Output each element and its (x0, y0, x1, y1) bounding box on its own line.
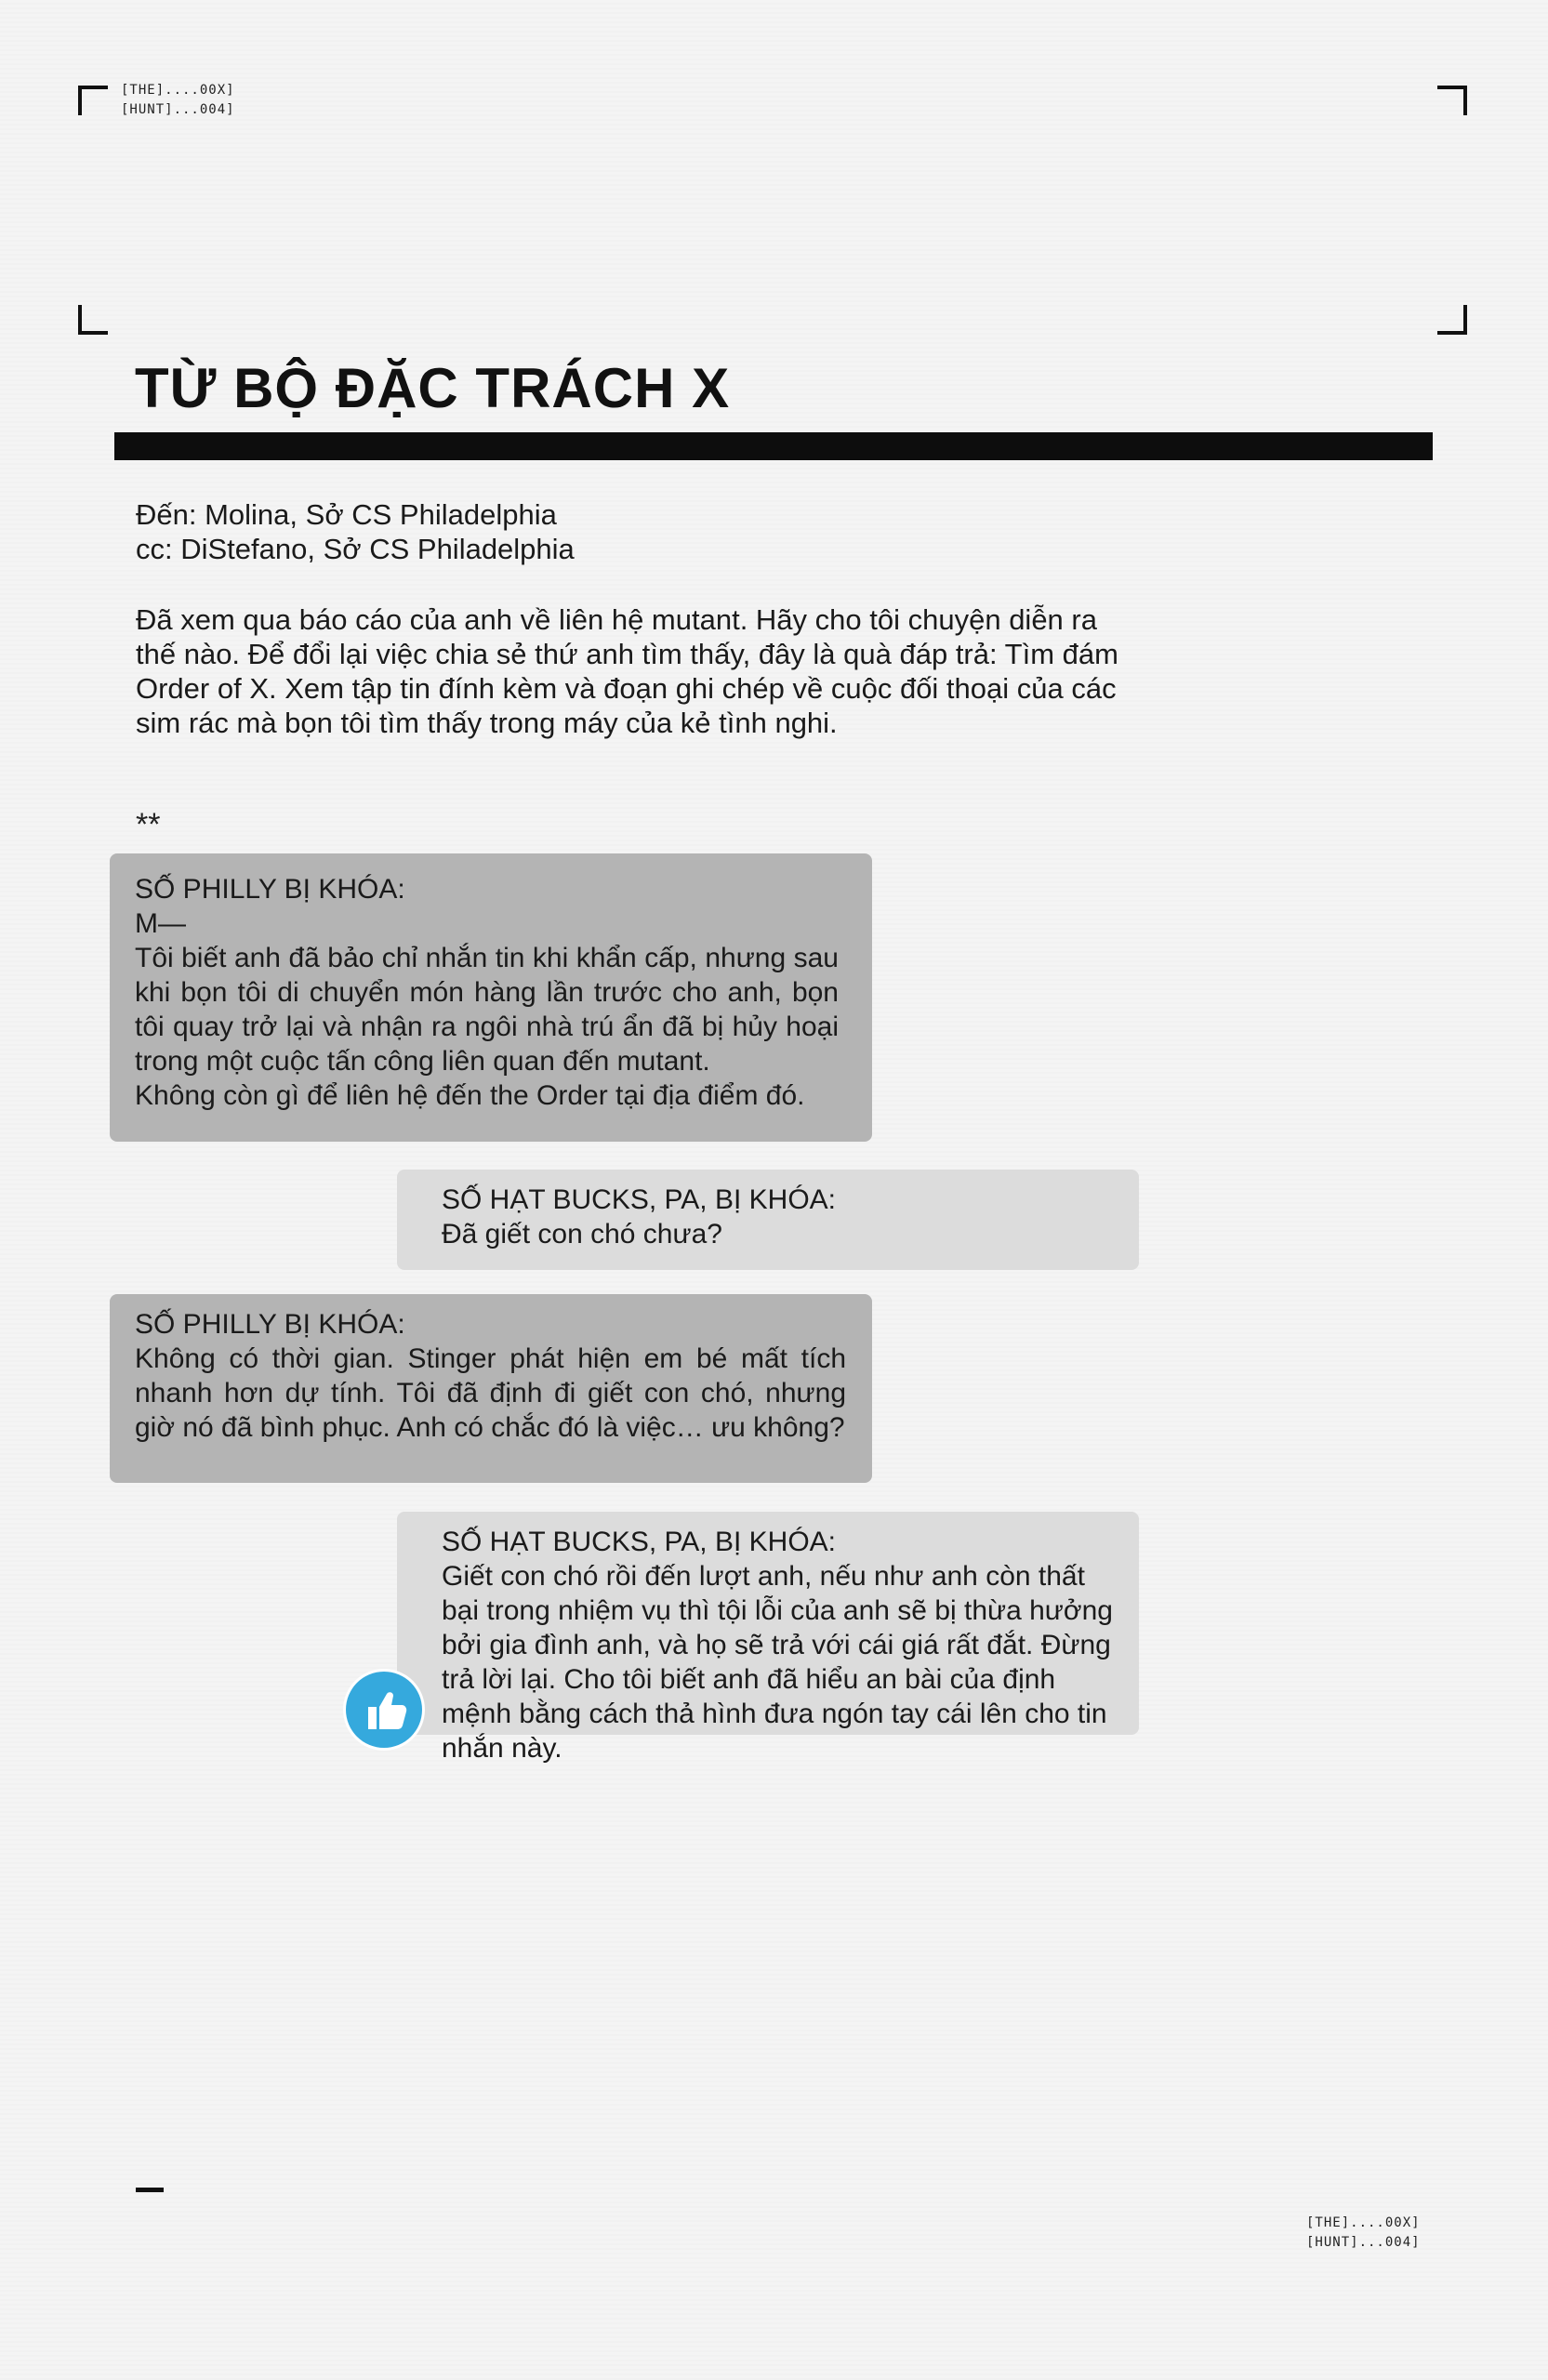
page-dash (136, 2188, 164, 2192)
corner-mark-top-right (1437, 86, 1467, 115)
message-bubble-incoming (110, 853, 872, 1142)
message-sender: SỐ HẠT BUCKS, PA, BỊ KHÓA: (442, 1184, 836, 1215)
memo-body: Đã xem qua báo cáo của anh về liên hệ mutant. Hãy cho tôi chuyện diễn ra thế nào. Để đổi lại việc chia sẻ thứ anh tìm thấy, đây là quà đáp trả: Tìm đám Order of X. Xem tập tin đính kèm và đoạn ghi chép về cuộc đối thoại của các sim rác mà bọn tôi tìm thấy trong máy của kẻ tình nghi. (136, 603, 1118, 739)
message-sender: SỐ PHILLY BỊ KHÓA: (135, 874, 405, 905)
message-line: Giết con chó rồi đến lượt anh, nếu như anh còn thất bại trong nhiệm vụ thì tội lỗi của anh sẽ bị thừa hưởng bởi gia đình anh, và họ sẽ trả với cái giá rất đắt. Đừng trả lời lại. Cho tôi biết anh đã hiểu an bài của định mệnh bằng cách thả hình đưa ngón tay cái lên cho tin nhắn này. (442, 1561, 1113, 1764)
memo-cc: cc: DiStefano, Sở CS Philadelphia (136, 533, 575, 565)
corner-mark-bottom-left (78, 305, 108, 335)
message-line: M— (135, 908, 186, 939)
message-sender: SỐ HẠT BUCKS, PA, BỊ KHÓA: (442, 1527, 836, 1557)
message-line: Không còn gì để liên hệ đến the Order tại địa điểm đó. (135, 1080, 805, 1111)
header-code-line: [HUNT]...004] (121, 102, 235, 117)
message-line: Không có thời gian. Stinger phát hiện em bé mất tích nhanh hơn dự tính. Tôi đã định đi giết con chó, nhưng giờ nó đã bình phục. Anh có chắc đó là việc… ưu không? (135, 1343, 846, 1443)
corner-mark-bottom-right (1437, 305, 1467, 335)
message-line: Tôi biết anh đã bảo chỉ nhắn tin khi khẩn cấp, nhưng sau khi bọn tôi di chuyển món hàng lần trước cho anh, bọn tôi quay trở lại và nhận ra ngôi nhà trú ẩn đã bị hủy hoại trong một cuộc tấn công liên quan đến mutant. (135, 943, 839, 1077)
message-line: Đã giết con chó chưa? (442, 1219, 722, 1250)
message-bubble-incoming (110, 1294, 872, 1483)
title-bar (114, 432, 1433, 460)
message-sender: SỐ PHILLY BỊ KHÓA: (135, 1309, 405, 1340)
footer-code-line: [HUNT]...004] (1306, 2235, 1421, 2250)
document-title: TỪ BỘ ĐẶC TRÁCH X (135, 357, 731, 419)
footer-code (1306, 2214, 1421, 2253)
section-separator: ** (136, 807, 161, 842)
corner-mark-top-left (78, 86, 108, 115)
header-code-line: [THE]....00X] (121, 83, 235, 98)
thumbs-up-icon (346, 1672, 422, 1748)
memo-to: Đến: Molina, Sở CS Philadelphia (136, 498, 557, 531)
message-bubble-outgoing (397, 1170, 1139, 1270)
header-code (121, 81, 235, 120)
footer-code-line: [THE]....00X] (1306, 2215, 1421, 2230)
message-bubble-outgoing (397, 1512, 1139, 1764)
